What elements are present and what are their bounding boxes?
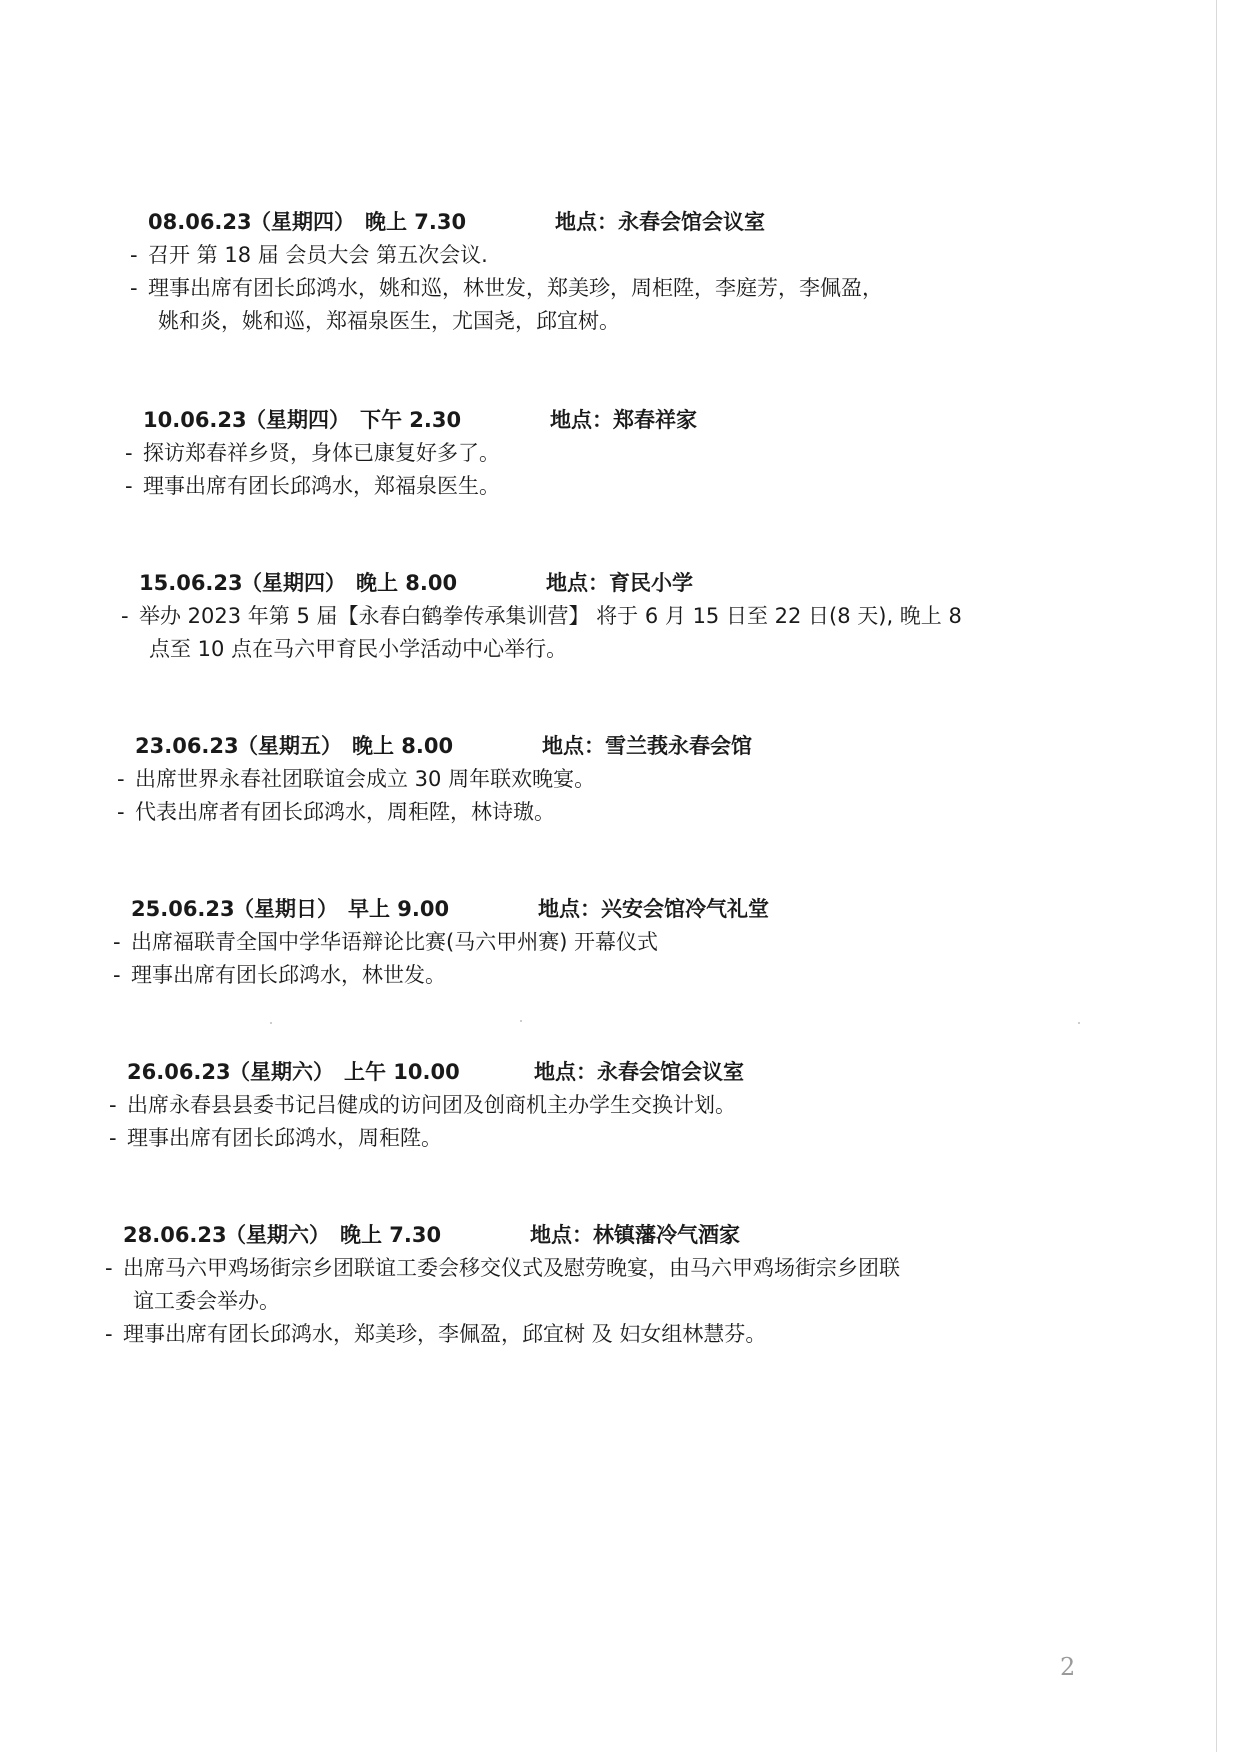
- activity-entry: [109, 1055, 1069, 1155]
- entry-date: 10.06.23: [143, 408, 247, 432]
- entry-item-text: 出席世界永春社团联谊会成立 30 周年联欢晚宴。: [135, 767, 596, 791]
- scan-edge: [1216, 0, 1217, 1752]
- bullet-dash: -: [117, 767, 125, 791]
- entry-weekday: （星期六）: [229, 1060, 334, 1084]
- entry-venue: 地点：雪兰莪永春会馆: [542, 734, 752, 758]
- entry-item-text: 理事出席有团长邱鸿水，姚和巡，林世发，郑美珍，周柜陞，李庭芳，李佩盈，: [148, 276, 883, 300]
- entry-date: 26.06.23: [127, 1060, 231, 1084]
- activity-entry: [130, 205, 1090, 338]
- entry-item: [105, 1318, 1065, 1351]
- entry-item: [125, 470, 1085, 503]
- entry-weekday: （星期日）: [233, 897, 338, 921]
- entry-item: [125, 437, 1085, 470]
- entry-header: [109, 1055, 1069, 1089]
- entry-item-text: 点至 10 点在马六甲育民小学活动中心举行。: [149, 637, 568, 661]
- entry-weekday: （星期四）: [241, 571, 346, 595]
- entry-venue: 地点：林镇藩冷气酒家: [530, 1223, 740, 1247]
- entry-weekday: （星期六）: [225, 1223, 330, 1247]
- entry-item-text: 出席福联青全国中学华语辩论比赛(马六甲州赛) 开幕仪式: [131, 930, 659, 954]
- entry-time: 晚上 8.00: [356, 571, 458, 595]
- entry-header: [121, 566, 1081, 600]
- bullet-dash: -: [117, 800, 125, 824]
- entry-header: [117, 729, 1077, 763]
- entry-item: [113, 926, 1073, 959]
- bullet-dash: -: [109, 1093, 117, 1117]
- entry-date: 23.06.23: [135, 734, 239, 758]
- entry-item-text: 理事出席有团长邱鸿水，林世发。: [131, 963, 446, 987]
- entry-item-text: 出席永春县县委书记吕健成的访问团及创商机主办学生交换计划。: [127, 1093, 736, 1117]
- entry-time: 下午 2.30: [360, 408, 462, 432]
- entry-item: [109, 1089, 1069, 1122]
- entry-time: 晚上 8.00: [352, 734, 454, 758]
- entry-item-text: 理事出席有团长邱鸿水，周秬陞。: [127, 1126, 442, 1150]
- bullet-dash: -: [125, 441, 133, 465]
- bullet-dash: -: [105, 1322, 113, 1346]
- activity-entry: [121, 566, 1081, 666]
- entry-item: [105, 1252, 1065, 1318]
- entry-item-text: 举办 2023 年第 5 届【永春白鹤拳传承集训营】 将于 6 月 15 日至 22 日(8 天), 晚上 8: [139, 604, 962, 628]
- scan-speck: [270, 1022, 272, 1024]
- entry-header: [113, 892, 1073, 926]
- entry-item-text: 出席马六甲鸡场街宗乡团联谊工委会移交仪式及慰劳晚宴，由马六甲鸡场街宗乡团联: [123, 1256, 900, 1280]
- bullet-dash: -: [130, 276, 138, 300]
- entry-item: [117, 763, 1077, 796]
- bullet-dash: -: [125, 474, 133, 498]
- entry-item: [130, 272, 1090, 338]
- entry-date: 15.06.23: [139, 571, 243, 595]
- entry-header: [105, 1218, 1065, 1252]
- entry-item-text: 姚和炎，姚和巡，郑福泉医生，尤国尧，邱宜树。: [158, 309, 620, 333]
- activity-entry: [113, 892, 1073, 992]
- scan-speck: [520, 1020, 522, 1022]
- entry-weekday: （星期四）: [250, 210, 355, 234]
- entry-venue: 地点：永春会馆会议室: [555, 210, 765, 234]
- entry-venue: 地点：育民小学: [546, 571, 693, 595]
- entry-item: [117, 796, 1077, 829]
- entry-weekday: （星期四）: [245, 408, 350, 432]
- activity-entry: [125, 403, 1085, 503]
- entry-item-text: 理事出席有团长邱鸿水，郑福泉医生。: [143, 474, 500, 498]
- entry-header: [125, 403, 1085, 437]
- entry-item: [130, 239, 1090, 272]
- activity-entry: [117, 729, 1077, 829]
- entry-item-text: 探访郑春祥乡贤，身体已康复好多了。: [143, 441, 500, 465]
- entry-venue: 地点：永春会馆会议室: [534, 1060, 744, 1084]
- page-number: 2: [1060, 1653, 1076, 1681]
- bullet-dash: -: [113, 963, 121, 987]
- entry-item-text: 理事出席有团长邱鸿水，郑美珍，李佩盈，邱宜树 及 妇女组林慧芬。: [123, 1322, 767, 1346]
- entry-time: 早上 9.00: [348, 897, 450, 921]
- bullet-dash: -: [121, 604, 129, 628]
- activity-entry: [105, 1218, 1065, 1351]
- entry-date: 28.06.23: [123, 1223, 227, 1247]
- entry-time: 晚上 7.30: [365, 210, 467, 234]
- scan-speck: [1078, 1022, 1080, 1024]
- entry-item-text: 代表出席者有团长邱鸿水，周秬陞，林诗璈。: [135, 800, 555, 824]
- entry-venue: 地点：郑春祥家: [550, 408, 697, 432]
- bullet-dash: -: [105, 1256, 113, 1280]
- entry-item: [109, 1122, 1069, 1155]
- bullet-dash: -: [109, 1126, 117, 1150]
- entry-date: 08.06.23: [148, 210, 252, 234]
- bullet-dash: -: [130, 243, 138, 267]
- entry-item-text: 谊工委会举办。: [133, 1289, 280, 1313]
- entry-time: 上午 10.00: [344, 1060, 460, 1084]
- entry-date: 25.06.23: [131, 897, 235, 921]
- entry-header: [130, 205, 1090, 239]
- entry-time: 晚上 7.30: [340, 1223, 442, 1247]
- entry-weekday: （星期五）: [237, 734, 342, 758]
- bullet-dash: -: [113, 930, 121, 954]
- entry-item-text: 召开 第 18 届 会员大会 第五次会议.: [148, 243, 488, 267]
- entry-item: [121, 600, 1081, 666]
- entry-venue: 地点：兴安会馆冷气礼堂: [538, 897, 769, 921]
- entry-item: [113, 959, 1073, 992]
